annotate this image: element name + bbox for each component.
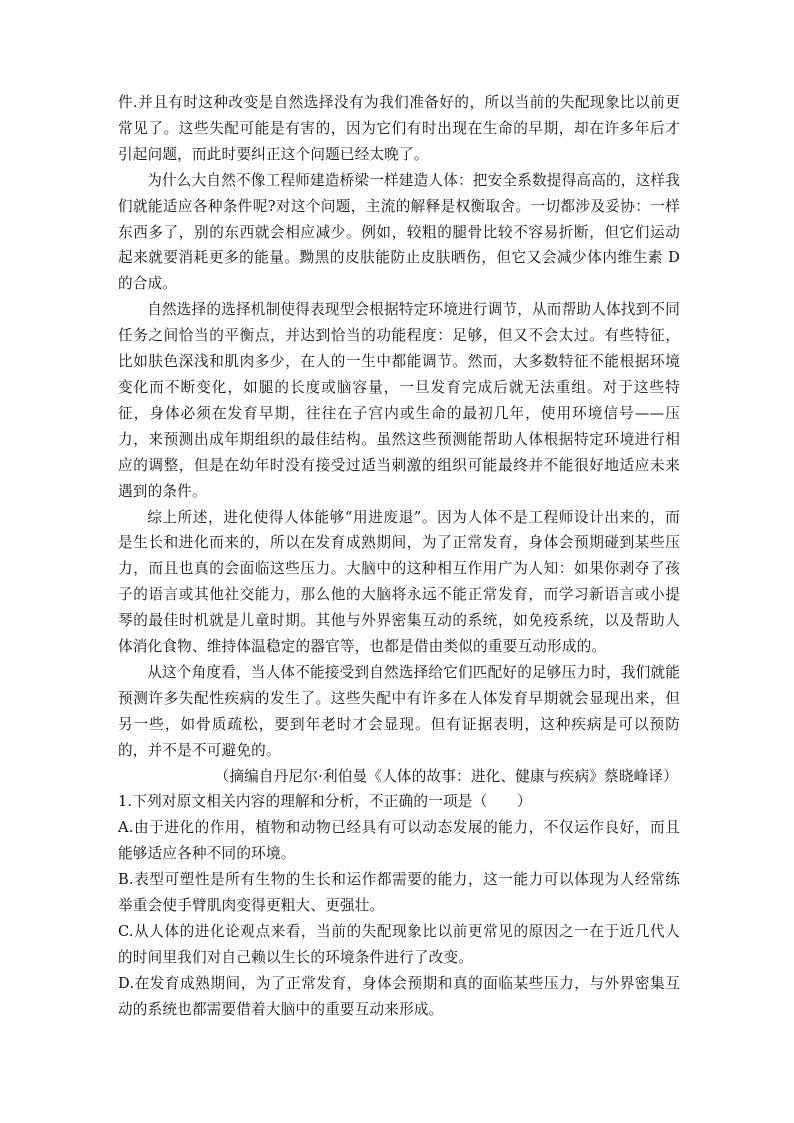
article-paragraph-3: 自然选择的选择机制使得表现型会根据特定环境进行调节，从而帮助人体找到不同任务之间恰当的平衡点，并达到恰当的功能程度：足够，但又不会太过。有些特征，比如肤色深浅和肌肉多少，在人的一生中都能调节。然而，大多数特征不能根据环境变化而不断变化，如腿的长度或脑容量，一旦发育完成后就无法重组。对于这些特征，身体必须在发育早期，往往在子宫内或生命的最初几年，使用环境信号——压力，来预测出成年期组织的最佳结构。虽然这些预测能帮助人体根据特定环境进行相应的调整，但是在幼年时没有接受过适当刺激的组织可能最终并不能很好地适应未来遇到的条件。 <box>118 301 680 500</box>
article-paragraph-4: 综上所述，进化使得人体能够“用进废退”。因为人体不是工程师设计出来的，而是生长和进化而来的，所以在发育成熟期间，为了正常发育，身体会预期碰到某些压力，而且也真的会面临这些压力。大脑中的这种相互作用广为人知：如果你剥夺了孩子的语言或其他社交能力，那么他的大脑将永远不能正常发育，而学习新语言或小提琴的最佳时机就是儿童时期。其他与外界密集互动的系统，如免疫系统，以及帮助人体消化食物、维持体温稳定的器官等，也都是借由类似的重要互动形成的。 <box>118 508 680 656</box>
question-option-a: A.由于进化的作用，植物和动物已经具有可以动态发展的能力，不仅运作良好，而且能够适应各种不同的环境。 <box>118 819 680 863</box>
article-paragraph-5: 从这个角度看，当人体不能接受到自然选择给它们匹配好的足够压力时，我们就能预测许多失配性疾病的发生了。这些失配中有许多在人体发育早期就会显现出来，但另一些，如骨质疏松，要到年老时才会显现。但有证据表明，这种疾病是可以预防的，并不是不可避免的。 <box>118 663 680 759</box>
question-option-c: C.从人体的进化论观点来看，当前的失配现象比以前更常见的原因之一在于近几代人的时间里我们对自己赖以生长的环境条件进行了改变。 <box>118 923 680 966</box>
question-option-d: D.在发育成熟期间，为了正常发育，身体会预期和真的面临某些压力，与外界密集互动的系统也都需要借着大脑中的重要互动来形成。 <box>118 974 680 1018</box>
article-paragraph-2: 为什么大自然不像工程师建造桥梁一样建造人体：把安全系数提得高高的，这样我们就能适应各种条件呢?对这个问题，主流的解释是权衡取舍。一切都涉及妥协：一样东西多了，别的东西就会相应减少。例如，较粗的腿骨比较不容易折断，但它们运动起来就要消耗更多的能量。黝黑的皮肤能防止皮肤晒伤，但它又会减少体内维生素 D 的合成。 <box>118 171 680 293</box>
article-paragraph-1: 件.并且有时这种改变是自然选择没有为我们准备好的，所以当前的失配现象比以前更常见了。这些失配可能是有害的，因为它们有时出现在生命的早期，却在许多年后才引起问题，而此时要纠正这个问题已经太晚了。 <box>118 94 680 163</box>
document-body <box>118 90 680 1023</box>
question-stem: 1.下列对原文相关内容的理解和分析，不正确的一项是（ ） <box>118 793 532 811</box>
question-option-b: B.表型可塑性是所有生物的生长和运作都需要的能力，这一能力可以体现为人经常练举重会使手臂肌肉变得更粗大、更强壮。 <box>118 871 680 915</box>
article-source: （摘编自丹尼尔·利伯曼《人体的故事：进化、健康与疾病》蔡晓峰译） <box>214 767 678 785</box>
